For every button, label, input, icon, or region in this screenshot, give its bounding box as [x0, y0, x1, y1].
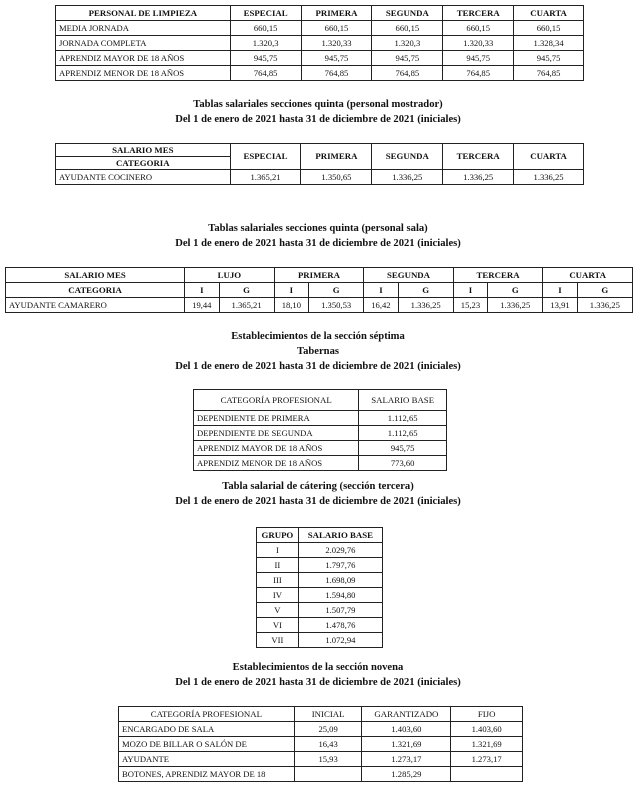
cell: 1.336,25: [398, 298, 453, 313]
subheader-i: I: [543, 283, 577, 298]
cell: 945,75: [372, 51, 443, 66]
table-row: [56, 51, 584, 66]
subheader-i: I: [453, 283, 487, 298]
cell: 945,75: [443, 51, 514, 66]
table-row: [56, 66, 584, 81]
column-header: SALARIO BASE: [298, 528, 382, 543]
row-label: APRENDIZ MENOR DE 18 AÑOS: [56, 66, 231, 81]
table-row: [194, 426, 447, 441]
cell: 945,75: [359, 441, 447, 456]
column-header: CATEGORÍA PROFESIONAL: [194, 390, 359, 411]
column-header: PRIMERA: [301, 144, 372, 170]
column-header: SALARIO BASE: [359, 390, 447, 411]
header-categoria: CATEGORIA: [56, 157, 231, 170]
section-title: Tablas salariales secciones quinta (personal mostrador): [193, 99, 443, 110]
cell: 1.336,25: [488, 298, 543, 313]
table-row: [56, 170, 584, 185]
column-header: SEGUNDA: [372, 6, 443, 21]
column-header: TERCERA: [443, 144, 514, 170]
column-header: SEGUNDA: [372, 144, 443, 170]
table-row: [194, 411, 447, 426]
column-header: ESPECIAL: [230, 144, 301, 170]
section-title: Tablas salariales secciones quinta (personal sala): [208, 223, 428, 234]
table-row: [257, 618, 383, 633]
cell: 660,15: [230, 21, 301, 36]
table-row: [119, 737, 523, 752]
table-row: [194, 456, 447, 471]
table-row: [257, 543, 383, 558]
cell: 1.336,25: [577, 298, 632, 313]
subheader-i: I: [185, 283, 219, 298]
cell: 1.072,94: [298, 633, 382, 648]
cell: 16,42: [364, 298, 398, 313]
cell: 19,44: [185, 298, 219, 313]
cell: 1.112,65: [359, 426, 447, 441]
table-header-row: [56, 144, 584, 157]
cell: 1.321,69: [362, 737, 451, 752]
column-header: PRIMERA: [301, 6, 372, 21]
cell: 660,15: [301, 21, 372, 36]
table-row: [119, 767, 523, 782]
column-header: PERSONAL DE LIMPIEZA: [56, 6, 231, 21]
table-row: [257, 573, 383, 588]
cell: 1.285,29: [362, 767, 451, 782]
cell: 1.365,21: [219, 298, 274, 313]
header-salario-mes: SALARIO MES: [6, 268, 185, 283]
cell: 18,10: [274, 298, 308, 313]
cell: 1.350,65: [301, 170, 372, 185]
cell: 764,85: [514, 66, 584, 81]
row-label: DEPENDIENTE DE SEGUNDA: [194, 426, 359, 441]
section-title: Establecimientos de la sección novena: [232, 662, 404, 673]
cell: 1.112,65: [359, 411, 447, 426]
group-label: VII: [257, 633, 299, 648]
cell: [451, 767, 523, 782]
cell: 1.320,33: [443, 36, 514, 51]
row-label: AYUDANTE: [119, 752, 295, 767]
row-label: APRENDIZ MAYOR DE 18 AÑOS: [56, 51, 231, 66]
table-header-row: [56, 6, 584, 21]
row-label: BOTONES, APRENDIZ MAYOR DE 18: [119, 767, 295, 782]
table-header-row: [257, 528, 383, 543]
column-header: CUARTA: [514, 6, 584, 21]
row-label: MEDIA JORNADA: [56, 21, 231, 36]
cell: 660,15: [514, 21, 584, 36]
cell: 1.403,60: [362, 722, 451, 737]
table-row: [257, 603, 383, 618]
row-label: APRENDIZ MAYOR DE 18 AÑOS: [194, 441, 359, 456]
cell: 945,75: [514, 51, 584, 66]
table-row: [257, 633, 383, 648]
column-header: GARANTIZADO: [362, 707, 451, 722]
table-row: [119, 722, 523, 737]
table-catering: [256, 527, 383, 648]
subheader-g: G: [488, 283, 543, 298]
row-label: MOZO DE BILLAR O SALÓN DE: [119, 737, 295, 752]
table-header-row: [194, 390, 447, 411]
section-period: Del 1 de enero de 2021 hasta 31 de diciembre de 2021 (iniciales): [175, 677, 461, 688]
row-label: APRENDIZ MENOR DE 18 AÑOS: [194, 456, 359, 471]
section-period: Del 1 de enero de 2021 hasta 31 de diciembre de 2021 (iniciales): [175, 496, 461, 507]
cell: 1.321,69: [451, 737, 523, 752]
column-header: CUARTA: [514, 144, 584, 170]
cell: 1.350,53: [309, 298, 364, 313]
cell: 945,75: [230, 51, 301, 66]
group-header: LUJO: [185, 268, 275, 283]
column-header: INICIAL: [294, 707, 362, 722]
column-header: GRUPO: [257, 528, 299, 543]
group-label: I: [257, 543, 299, 558]
cell: 1.320,3: [372, 36, 443, 51]
header-salario-mes: SALARIO MES: [56, 144, 231, 157]
section-title: Tabla salarial de cátering (sección tercera): [222, 481, 414, 492]
cell: 1.797,76: [298, 558, 382, 573]
table-header-row: [6, 283, 633, 298]
cell: 15,23: [453, 298, 487, 313]
column-header: FIJO: [451, 707, 523, 722]
table-sala: [5, 267, 633, 313]
table-tabernas: [193, 389, 447, 471]
column-header: ESPECIAL: [230, 6, 301, 21]
row-label: DEPENDIENTE DE PRIMERA: [194, 411, 359, 426]
subheader-g: G: [219, 283, 274, 298]
cell: [294, 767, 362, 782]
cell: 1.273,17: [451, 752, 523, 767]
table-header-row: [6, 268, 633, 283]
row-label: ENCARGADO DE SALA: [119, 722, 295, 737]
cell: 1.320,33: [301, 36, 372, 51]
table-novena: [118, 706, 523, 782]
group-label: III: [257, 573, 299, 588]
cell: 1.336,25: [372, 170, 443, 185]
group-label: VI: [257, 618, 299, 633]
table-row: [194, 441, 447, 456]
subheader-g: G: [577, 283, 632, 298]
cell: 773,60: [359, 456, 447, 471]
group-label: IV: [257, 588, 299, 603]
cell: 1.365,21: [230, 170, 301, 185]
cell: 764,85: [230, 66, 301, 81]
cell: 1.336,25: [514, 170, 584, 185]
table-row: [257, 558, 383, 573]
header-categoria: CATEGORIA: [6, 283, 185, 298]
group-label: II: [257, 558, 299, 573]
table-limpieza: [55, 5, 584, 81]
cell: 1.594,80: [298, 588, 382, 603]
section-period: Del 1 de enero de 2021 hasta 31 de diciembre de 2021 (iniciales): [175, 238, 461, 249]
cell: 764,85: [301, 66, 372, 81]
cell: 15,93: [294, 752, 362, 767]
table-row: [119, 752, 523, 767]
group-header: PRIMERA: [274, 268, 364, 283]
group-label: V: [257, 603, 299, 618]
table-row: [6, 298, 633, 313]
cell: 16,43: [294, 737, 362, 752]
section-subtitle: Tabernas: [297, 346, 339, 357]
cell: 945,75: [301, 51, 372, 66]
cell: 1.403,60: [451, 722, 523, 737]
group-header: TERCERA: [453, 268, 543, 283]
table-mostrador: [55, 143, 584, 185]
section-period: Del 1 de enero de 2021 hasta 31 de diciembre de 2021 (iniciales): [175, 114, 461, 125]
cell: 13,91: [543, 298, 577, 313]
section-period: Del 1 de enero de 2021 hasta 31 de diciembre de 2021 (iniciales): [175, 361, 461, 372]
cell: 1.336,25: [443, 170, 514, 185]
cell: 660,15: [443, 21, 514, 36]
group-header: SEGUNDA: [364, 268, 454, 283]
section-title: Establecimientos de la sección séptima: [231, 331, 405, 342]
subheader-g: G: [309, 283, 364, 298]
cell: 1.698,09: [298, 573, 382, 588]
row-label: AYUDANTE COCINERO: [56, 170, 231, 185]
cell: 25,09: [294, 722, 362, 737]
cell: 1.328,34: [514, 36, 584, 51]
table-header-row: [119, 707, 523, 722]
subheader-i: I: [364, 283, 398, 298]
cell: 2.029,76: [298, 543, 382, 558]
subheader-i: I: [274, 283, 308, 298]
row-label: AYUDANTE CAMARERO: [6, 298, 185, 313]
table-row: [257, 588, 383, 603]
table-row: [56, 21, 584, 36]
cell: 764,85: [443, 66, 514, 81]
cell: 1.507,79: [298, 603, 382, 618]
column-header: CATEGORÍA PROFESIONAL: [119, 707, 295, 722]
subheader-g: G: [398, 283, 453, 298]
cell: 764,85: [372, 66, 443, 81]
group-header: CUARTA: [543, 268, 633, 283]
row-label: JORNADA COMPLETA: [56, 36, 231, 51]
cell: 1.478,76: [298, 618, 382, 633]
cell: 660,15: [372, 21, 443, 36]
cell: 1.273,17: [362, 752, 451, 767]
column-header: TERCERA: [443, 6, 514, 21]
table-row: [56, 36, 584, 51]
cell: 1.320,3: [230, 36, 301, 51]
